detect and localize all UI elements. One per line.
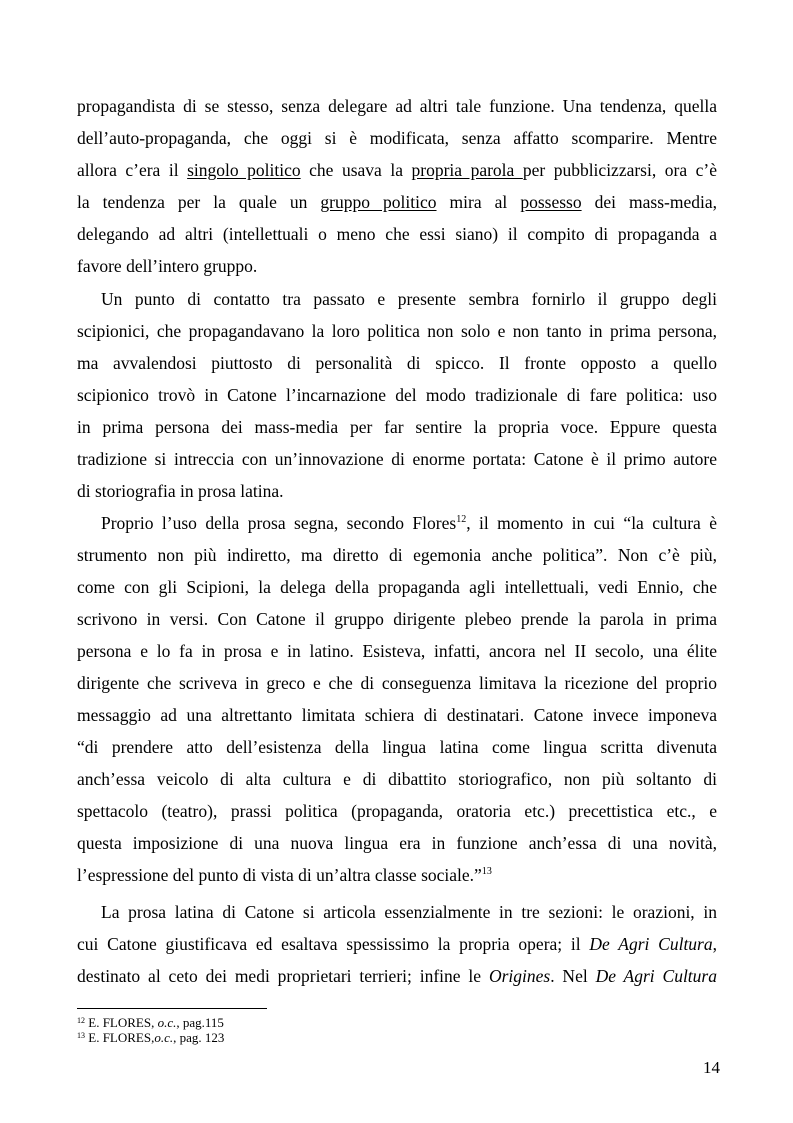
- page-number: 14: [703, 1058, 720, 1077]
- footnote-12: $^{12}$ E. FLORES, o.c., pag.115: [77, 1015, 224, 1030]
- text-line: la tendenza per la quale un gruppo politico mira al possesso dei mass-media,: [77, 192, 718, 212]
- footnote-separator: [77, 1008, 267, 1009]
- text-line: scipionici, che propagandavano la loro politica non solo e non tanto in prima persona,: [77, 321, 717, 341]
- text-line: l’espressione del punto di vista di un’altra classe sociale.”$^{13}$: [77, 865, 492, 885]
- italic-title: Origines: [488, 966, 551, 986]
- text-line: strumento non più indiretto, ma diretto di egemonia anche politica”. Non c’è più,: [77, 545, 717, 565]
- text-line: dell’auto-propaganda, che oggi si è modificata, senza affatto scomparire. Mentre: [77, 128, 717, 148]
- text-line: favore dell’intero gruppo.: [77, 256, 258, 276]
- text-line: dirigente che scriveva in greco e che di conseguenza limitava la ricezione del proprio: [77, 673, 717, 693]
- footnote-ref: 13: [481, 866, 492, 877]
- text-line: delegando ad altri (intellettuali o meno che essi siano) il compito di propaganda a: [77, 224, 717, 244]
- text-line: di storiografia in prosa latina.: [77, 481, 284, 501]
- footnote-13: $^{13}$ E. FLORES,o.c., pag. 123: [77, 1030, 225, 1045]
- text-line: propagandista di se stesso, senza delegare ad altri tale funzione. Una tendenza, quella: [77, 96, 717, 116]
- text-line: spettacolo (teatro), prassi politica (propaganda, oratoria etc.) precettistica etc., e: [77, 801, 717, 821]
- underlined-phrase: singolo politico: [187, 160, 301, 180]
- text-line: persona e lo fa in prosa e in latino. Esisteva, infatti, ancora nel II secolo, una élite: [77, 641, 717, 661]
- italic-title: De Agri Cultura: [595, 966, 717, 986]
- text-line: questa imposizione di una nuova lingua era in funzione anch’essa di una novità,: [77, 833, 717, 853]
- italic-title: De Agri Cultura: [589, 934, 713, 954]
- text-line: tradizione si intreccia con un’innovazione di enorme portata: Catone è il primo autore: [77, 449, 717, 469]
- text-line: messaggio ad una altrettanto limitata schiera di destinatari. Catone invece imponeva: [77, 705, 717, 725]
- text-line: anch’essa veicolo di alta cultura e di dibattito storiografico, non più soltanto di: [77, 769, 717, 789]
- text-line: destinato al ceto dei medi proprietari terrieri; infine le Origines. Nel De Agri Cultura: [77, 966, 717, 986]
- text-line: scrivono in versi. Con Catone il gruppo dirigente plebeo prende la parola in prima: [77, 609, 717, 629]
- text-line: in prima persona dei mass-media per far sentire la propria voce. Eppure questa: [77, 417, 717, 437]
- text-line: come con gli Scipioni, la delega della propaganda agli intellettuali, vedi Ennio, che: [77, 577, 717, 597]
- text-line: allora c’era il singolo politico che usava la propria parola per pubblicizzarsi, ora c’è: [77, 160, 717, 180]
- text-line: La prosa latina di Catone si articola essenzialmente in tre sezioni: le orazioni, in: [101, 902, 717, 922]
- underlined-phrase: gruppo politico: [320, 192, 437, 212]
- text-line: scipionico trovò in Catone l’incarnazione del modo tradizionale di fare politica: uso: [77, 385, 717, 405]
- underlined-phrase: propria parola: [411, 160, 523, 180]
- underlined-phrase: possesso: [520, 192, 582, 212]
- text-line: Un punto di contatto tra passato e presente sembra fornirlo il gruppo degli: [101, 289, 717, 309]
- text-line: cui Catone giustificava ed esaltava spessissimo la propria opera; il De Agri Cultura,: [77, 934, 717, 954]
- footnote-ref: 12: [456, 514, 467, 525]
- text-line: ma avvalendosi piuttosto di personalità di spicco. Il fronte opposto a quello: [77, 353, 717, 373]
- text-line: Proprio l’uso della prosa segna, secondo Flores$^{12}$, il momento in cui “la cultura è: [101, 513, 717, 533]
- text-line: “di prendere atto dell’esistenza della lingua latina come lingua scritta divenuta: [77, 737, 717, 757]
